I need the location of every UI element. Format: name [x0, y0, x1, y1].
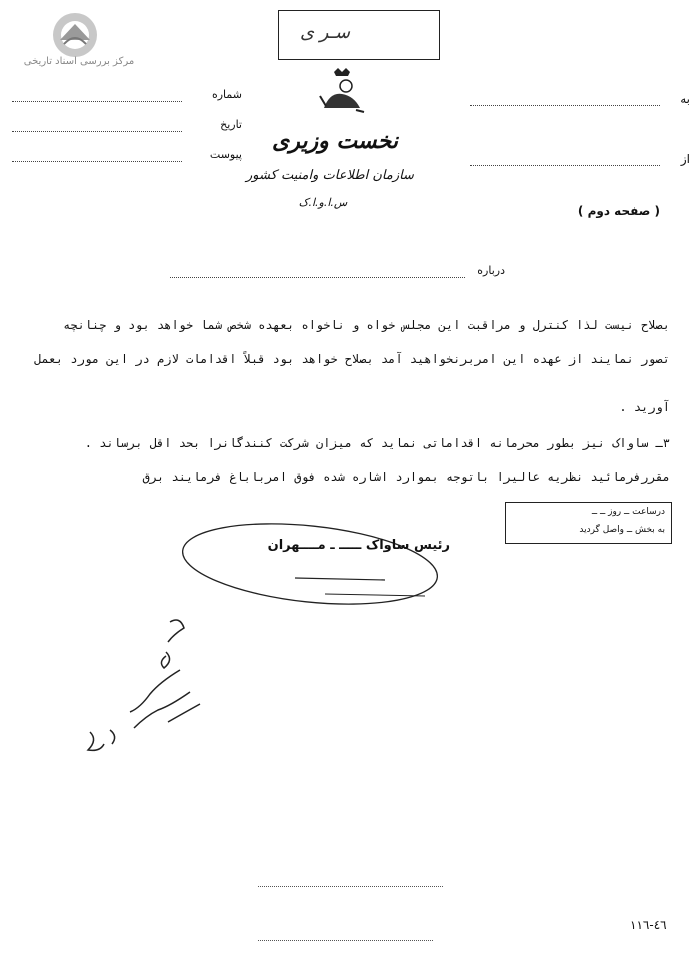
field-to	[470, 92, 690, 112]
archive-disc-icon	[50, 10, 100, 60]
signature-line: رئیس ساواک ـــــ ـ مــــهران	[267, 538, 450, 553]
body-line-1: بصلاح نیست لذا کنترل و مراقبت این مجلس خواه و ناخواه بعهده شخص شما خواهد بود و چنانچه	[63, 318, 670, 332]
field-date-label: تاریخ	[220, 118, 242, 131]
field-attachment	[12, 148, 242, 168]
field-from-label: از	[680, 152, 690, 166]
field-from	[470, 152, 690, 172]
field-number-label: شماره	[211, 88, 242, 101]
field-number	[12, 88, 242, 108]
letterhead-title: نخست وزیری	[272, 128, 398, 154]
subject-field	[170, 264, 505, 282]
classification-stamp-text: سـر ی	[300, 22, 351, 43]
field-to-label: به	[680, 92, 690, 106]
handwritten-notes-mark	[70, 612, 230, 772]
field-attachment-label: پیوست	[209, 148, 242, 161]
lion-and-sun-emblem-icon	[316, 66, 368, 118]
footer-dotted-line-2	[258, 940, 433, 941]
footer-dotted-line-1	[258, 886, 443, 887]
signature-oval-mark	[175, 520, 445, 620]
receipt-stamp-line-2: به بخش ــ واصل گردید	[579, 525, 665, 535]
receipt-stamp	[505, 502, 672, 544]
page-number-label: ( صفحه دوم )	[577, 204, 660, 218]
receipt-stamp-line-1: درساعت ــ روز ــ ــ	[591, 507, 665, 517]
field-date	[12, 118, 242, 138]
watermark-text: مرکز بررسی اسناد تاریخی	[23, 56, 135, 67]
document-number: ٤٦-١١٦	[630, 918, 667, 932]
body-line-3: آورید .	[619, 400, 670, 414]
letterhead-code: س.ا.و.ا.ک	[298, 196, 348, 209]
body-line-4: ٣ـ ساواک نیز بطور محرمانه اقداماتی نماید که میزان شرکت کنندگانرا بحد اقل برساند .	[84, 436, 670, 450]
body-line-5: مقررفرمائید نظریه عالیرا باتوجه بموارد اشاره شده فوق امرباباغ فرمایند برق	[142, 470, 670, 484]
body-line-2: تصور نمایند از عهده این امربرنخواهید آمد بصلاح خواهد بود قبلاً اقدامات لازم در این مورد بعمل	[34, 352, 670, 366]
letterhead-subtitle: سازمان اطلاعات وامنیت کشور	[246, 168, 414, 183]
subject-label: درباره	[477, 264, 505, 277]
